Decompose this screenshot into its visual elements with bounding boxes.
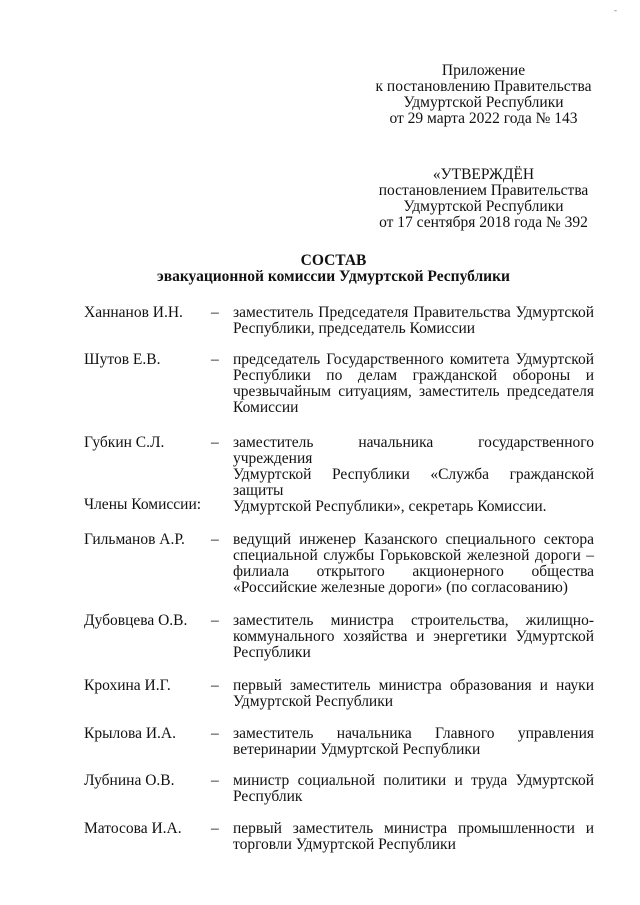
member-position xyxy=(233,305,594,337)
dash-separator: – xyxy=(211,434,219,451)
appendix-line: к постановлению Правительства xyxy=(375,78,592,95)
approved-block xyxy=(360,167,607,231)
position-line: заместитель начальника Главного управления xyxy=(233,725,594,742)
position-line: ветеринарии Удмуртской Республики xyxy=(233,741,481,758)
member-name: Лубнина О.В. xyxy=(84,772,175,789)
position-line: Республики, председатель Комиссии xyxy=(233,320,476,337)
appendix-line: от 29 марта 2022 года № 143 xyxy=(389,110,578,127)
dash-separator: – xyxy=(211,677,219,694)
position-line: Удмуртской Республики», секретарь Комиссии. xyxy=(233,498,547,515)
position-line: заместитель начальника государственного учреждения xyxy=(233,434,594,467)
member-position xyxy=(233,773,594,805)
dash-separator: – xyxy=(211,612,219,629)
member-name: Крылова И.А. xyxy=(84,725,176,742)
approved-line: от 17 сентября 2018 года № 392 xyxy=(379,214,588,231)
title-line-1: СОСТАВ xyxy=(300,252,367,269)
member-name: Губкин С.Л. xyxy=(84,434,165,451)
position-line: Республик xyxy=(233,788,303,805)
member-position xyxy=(233,678,594,710)
dash-separator: – xyxy=(211,820,219,837)
dash-separator: – xyxy=(211,725,219,742)
dash-separator: – xyxy=(211,304,219,321)
member-name: Крохина И.Г. xyxy=(84,677,171,694)
position-line: Республики xyxy=(233,644,311,661)
member-position xyxy=(233,532,594,596)
member-name: Шутов Е.В. xyxy=(84,351,161,368)
dash-separator: – xyxy=(211,351,219,368)
position-line: «Российские железные дороги» (по согласованию) xyxy=(233,579,568,596)
position-line: торговли Удмуртской Республики xyxy=(233,836,456,853)
dash-separator: – xyxy=(211,772,219,789)
position-line: заместитель министра строительства, жилищно- xyxy=(233,612,594,629)
page-mark: - xyxy=(614,5,617,15)
approved-line: постановлением Правительства xyxy=(378,182,589,199)
members-heading: Члены Комиссии: xyxy=(84,496,202,513)
position-line: ведущий инженер Казанского специального сектора xyxy=(233,531,594,548)
member-position xyxy=(233,726,594,758)
position-line: Удмуртской Республики «Служба гражданской защиты xyxy=(233,466,594,499)
member-name: Гильманов А.Р. xyxy=(84,531,185,548)
member-position xyxy=(233,435,594,515)
position-line: министр социальной политики и труда Удмуртской xyxy=(233,772,594,789)
position-line: коммунального хозяйства и энергетики Удмуртской xyxy=(233,628,594,645)
member-name: Ханнанов И.Н. xyxy=(84,304,183,321)
position-line: первый заместитель министра промышленности и xyxy=(233,820,594,837)
position-line: специальной службы Горьковской железной дороги – xyxy=(233,547,594,564)
member-name: Матосова И.А. xyxy=(84,820,182,837)
member-position xyxy=(233,613,594,661)
position-line: председатель Государственного комитета Удмуртской xyxy=(233,351,594,368)
position-line: филиала открытого акционерного общества xyxy=(233,563,594,580)
appendix-block xyxy=(360,63,607,127)
position-line: Республики по делам гражданской обороны и xyxy=(233,367,594,384)
member-position xyxy=(233,352,594,416)
title-line-2: эвакуационной комиссии Удмуртской Республики xyxy=(157,268,510,285)
position-line: заместитель Председателя Правительства Удмуртской xyxy=(233,304,594,321)
approved-line: «УТВЕРЖДЁН xyxy=(432,166,535,183)
appendix-line: Удмуртской Республики xyxy=(403,94,564,111)
position-line: первый заместитель министра образования и науки xyxy=(233,677,594,694)
member-position xyxy=(233,821,594,853)
position-line: чрезвычайным ситуациям, заместитель председателя xyxy=(233,383,594,400)
dash-separator: – xyxy=(211,531,219,548)
approved-line: Удмуртской Республики xyxy=(403,198,564,215)
member-name: Дубовцева О.В. xyxy=(84,612,188,629)
position-line: Комиссии xyxy=(233,399,299,416)
appendix-line: Приложение xyxy=(441,62,526,79)
document-title xyxy=(60,253,607,285)
position-line: Удмуртской Республики xyxy=(233,693,394,710)
